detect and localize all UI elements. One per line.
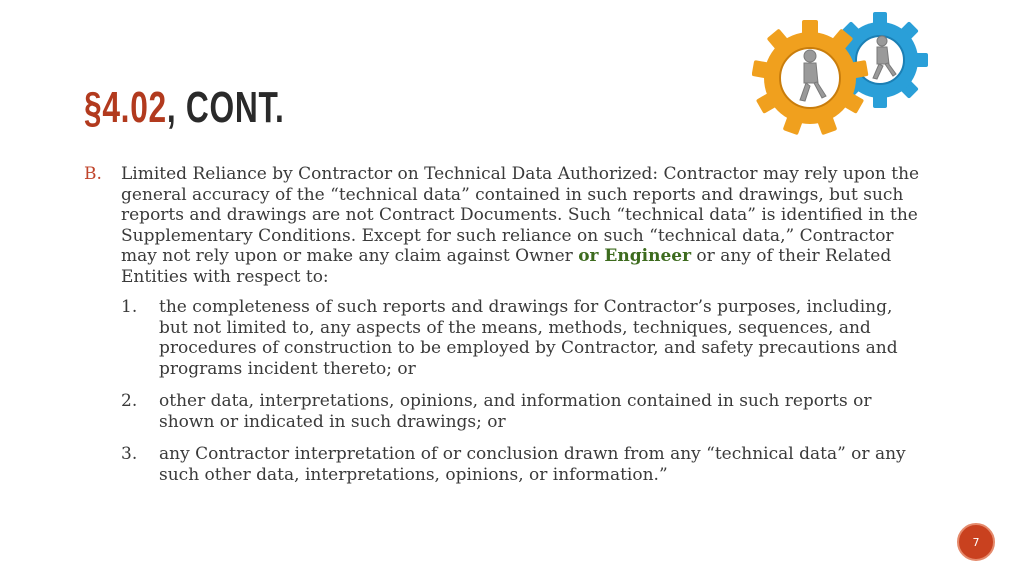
list-item-text: other data, interpretations, opinions, and information contained in such reports or shown or indicated in such drawings; or [159,391,872,432]
section-b [84,164,924,287]
highlighted-insertion: or Engineer [578,246,692,266]
section-b-text [121,164,924,287]
list-item [121,297,924,379]
title-continued: , CONT. [166,83,285,132]
section-b-text-after: or any of their Related Entities with respect to: [121,246,892,287]
list-item-number: 2. [121,391,138,411]
title-section-number: §4.02 [84,83,167,132]
list-item-text: any Contractor interpretation of or conclusion drawn from any “technical data” or any such other data, interpretations, opinions, or information.” [159,444,906,485]
slide-body [84,164,924,497]
list-item-number: 3. [121,444,138,464]
list-item [121,391,924,432]
list-item [121,444,924,485]
list-item-text: the completeness of such reports and drawings for Contractor’s purposes, including, but not limited to, any aspects of the means, methods, techniques, sequences, and procedures of construction to be employed by Contractor, and safety precautions and programs incident thereto; or [159,297,898,379]
page-number: 7 [972,535,980,549]
section-b-marker: B. [84,164,102,184]
list-item-number: 1. [121,297,138,317]
slide-title [84,82,285,134]
numbered-list [121,297,924,485]
gears-icon [752,8,952,138]
section-b-text-before: Limited Reliance by Contractor on Technical Data Authorized: Contractor may rely upon the general accuracy of the “technical data” contained in such reports and drawings, but such reports and drawings are not Contract Documents. Such “technical data” is identified in the Supplementary Conditions. Except for such reliance on such “technical data,” Contractor may not rely upon or make any claim against Owner [121,164,920,266]
page-number-badge [957,523,995,561]
